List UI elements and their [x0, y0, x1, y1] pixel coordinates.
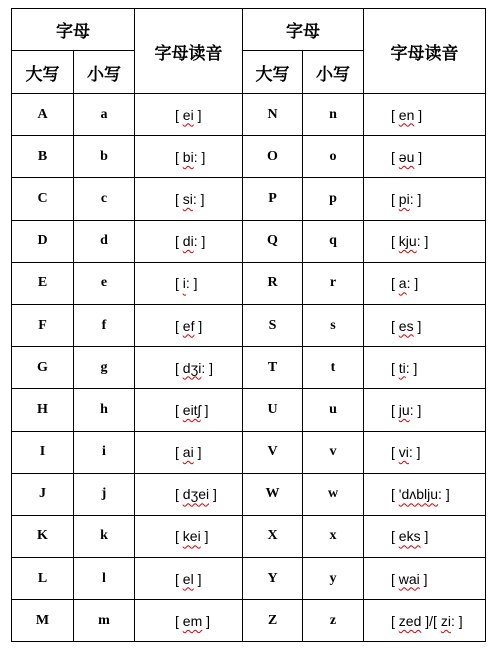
uppercase-letter: V — [243, 431, 303, 473]
uppercase-letter: E — [12, 262, 74, 304]
pronunciation: [ ju: ] — [364, 389, 486, 431]
pronunciation: [ ei ] — [135, 94, 243, 136]
uppercase-letter: P — [243, 178, 303, 220]
lowercase-letter: f — [74, 304, 135, 346]
alphabet-table — [11, 8, 486, 642]
uppercase-letter: O — [243, 136, 303, 178]
lowercase-letter: q — [303, 220, 364, 262]
lowercase-letter: j — [74, 473, 135, 515]
pronunciation: [ dʒei ] — [135, 473, 243, 515]
pronunciation: [ 'dʌblju: ] — [364, 473, 486, 515]
pronunciation: [ si: ] — [135, 178, 243, 220]
lowercase-letter: t — [303, 347, 364, 389]
lowercase-letter: w — [303, 473, 364, 515]
uppercase-letter: Q — [243, 220, 303, 262]
pronunciation: [ di: ] — [135, 220, 243, 262]
pronunciation: [ vi: ] — [364, 431, 486, 473]
lowercase-letter: d — [74, 220, 135, 262]
table-row — [12, 304, 486, 346]
uppercase-letter: I — [12, 431, 74, 473]
lowercase-letter: g — [74, 347, 135, 389]
lowercase-letter: k — [74, 515, 135, 557]
lowercase-letter: p — [303, 178, 364, 220]
table-row — [12, 600, 486, 642]
pronunciation: [ a: ] — [364, 262, 486, 304]
table-row — [12, 431, 486, 473]
lowercase-letter: s — [303, 304, 364, 346]
uppercase-letter: S — [243, 304, 303, 346]
uppercase-letter: U — [243, 389, 303, 431]
letter-header-left: 字母 — [12, 9, 135, 51]
pronunciation: [ el ] — [135, 558, 243, 600]
uppercase-letter: F — [12, 304, 74, 346]
uppercase-letter: D — [12, 220, 74, 262]
lowercase-letter: y — [303, 558, 364, 600]
upper-header-left: 大写 — [12, 51, 74, 94]
lowercase-letter: c — [74, 178, 135, 220]
lowercase-letter: r — [303, 262, 364, 304]
table-row — [12, 558, 486, 600]
uppercase-letter: C — [12, 178, 74, 220]
lowercase-letter: v — [303, 431, 364, 473]
lowercase-letter: n — [303, 94, 364, 136]
pronunciation: [ pi: ] — [364, 178, 486, 220]
lowercase-letter: i — [74, 431, 135, 473]
uppercase-letter: A — [12, 94, 74, 136]
uppercase-letter: X — [243, 515, 303, 557]
lower-header-left: 小写 — [74, 51, 135, 94]
lower-header-right: 小写 — [303, 51, 364, 94]
pronunciation: [ kju: ] — [364, 220, 486, 262]
pronunciation: [ i: ] — [135, 262, 243, 304]
uppercase-letter: J — [12, 473, 74, 515]
uppercase-letter: G — [12, 347, 74, 389]
table-row — [12, 347, 486, 389]
pronunciation: [ dʒi: ] — [135, 347, 243, 389]
table-row — [12, 515, 486, 557]
pronunciation: [ eitʃ ] — [135, 389, 243, 431]
table-row — [12, 389, 486, 431]
pronunciation: [ əu ] — [364, 136, 486, 178]
pronunciation: [ ef ] — [135, 304, 243, 346]
alphabet-rows — [12, 94, 486, 642]
pronunciation: [ kei ] — [135, 515, 243, 557]
lowercase-letter: l — [74, 558, 135, 600]
uppercase-letter: Z — [243, 600, 303, 642]
table-row — [12, 136, 486, 178]
lowercase-letter: e — [74, 262, 135, 304]
pronunciation: [ wai ] — [364, 558, 486, 600]
letter-header-right: 字母 — [243, 9, 364, 51]
uppercase-letter: B — [12, 136, 74, 178]
uppercase-letter: T — [243, 347, 303, 389]
uppercase-letter: W — [243, 473, 303, 515]
lowercase-letter: z — [303, 600, 364, 642]
pronunciation: [ es ] — [364, 304, 486, 346]
pronunciation: [ ti: ] — [364, 347, 486, 389]
lowercase-letter: u — [303, 389, 364, 431]
uppercase-letter: M — [12, 600, 74, 642]
table-row — [12, 262, 486, 304]
lowercase-letter: o — [303, 136, 364, 178]
lowercase-letter: m — [74, 600, 135, 642]
pronunciation: [ en ] — [364, 94, 486, 136]
lowercase-letter: a — [74, 94, 135, 136]
upper-header-right: 大写 — [243, 51, 303, 94]
uppercase-letter: K — [12, 515, 74, 557]
uppercase-letter: R — [243, 262, 303, 304]
pronunciation: [ zed ]/[ zi: ] — [364, 600, 486, 642]
pronunciation: [ ai ] — [135, 431, 243, 473]
table-row — [12, 178, 486, 220]
pronunciation: [ eks ] — [364, 515, 486, 557]
uppercase-letter: Y — [243, 558, 303, 600]
uppercase-letter: N — [243, 94, 303, 136]
pronunciation: [ em ] — [135, 600, 243, 642]
table-row — [12, 220, 486, 262]
pronunciation: [ bi: ] — [135, 136, 243, 178]
lowercase-letter: x — [303, 515, 364, 557]
uppercase-letter: L — [12, 558, 74, 600]
lowercase-letter: h — [74, 389, 135, 431]
pronunciation-header-right: 字母读音 — [364, 9, 486, 94]
pronunciation-header-left: 字母读音 — [135, 9, 243, 94]
lowercase-letter: b — [74, 136, 135, 178]
uppercase-letter: H — [12, 389, 74, 431]
table-row — [12, 473, 486, 515]
table-row — [12, 94, 486, 136]
